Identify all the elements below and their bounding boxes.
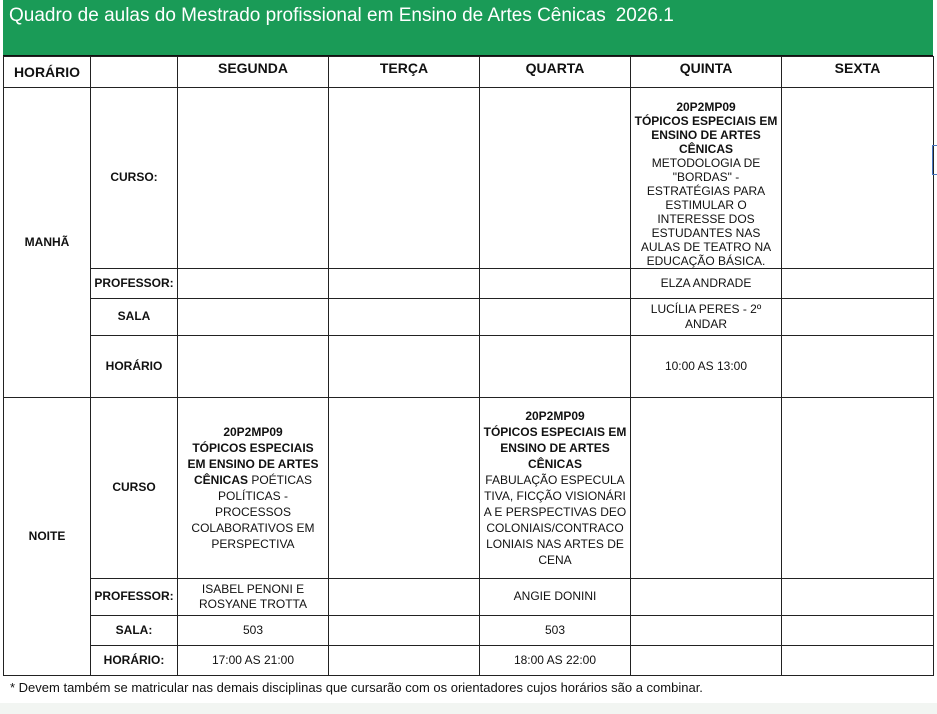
cell-noite-segunda-horario: 17:00 AS 21:00: [178, 646, 329, 676]
course-subtitle: METODOLOGIA DE "BORDAS" - ESTRATÉGIAS PARA ESTIMULAR O INTERESSE DOS ESTUDANTES NAS AULAS DE TEATRO NA EDUCAÇÃO BÁSICA.: [640, 156, 772, 268]
schedule-table: [3, 56, 934, 676]
table-row: [4, 269, 934, 299]
cell-empty: [329, 269, 480, 299]
course-subtitle: FABULAÇÃO ESPECULATIVA, FICÇÃO VISIONÁRIA E PERSPECTIVAS DEOCOLONIAIS/CONTRACOLONIAIS NAS ARTES DE CENA: [483, 473, 627, 567]
course-subtitle: POÉTICAS POLÍTICAS - PROCESSOS COLABORATIVOS EM PERSPECTIVA: [191, 473, 315, 551]
cell-manha-quinta-professor: ELZA ANDRADE: [631, 269, 782, 299]
row-label-horario: HORÁRIO:: [91, 646, 178, 676]
cell-manha-sexta-curso: [782, 88, 934, 269]
table-row: [4, 336, 934, 398]
cell-noite-segunda-professor: ISABEL PENONI E ROSYANE TROTTA: [178, 579, 329, 616]
table-row: [4, 616, 934, 646]
cell-empty: [782, 398, 934, 579]
header-row: [4, 57, 934, 88]
cell-empty: [178, 336, 329, 398]
row-label-curso: CURSO: [91, 398, 178, 579]
cell-empty: [782, 579, 934, 616]
row-label-sala: SALA:: [91, 616, 178, 646]
row-label-professor: PROFESSOR:: [91, 269, 178, 299]
row-label-professor: PROFESSOR:: [91, 579, 178, 616]
cell-noite-quarta-curso: [480, 398, 631, 579]
course-code: 20P2MP09: [223, 425, 283, 439]
course-code: 20P2MP09: [525, 409, 585, 423]
row-label-sala: SALA: [91, 299, 178, 336]
cell-empty: [782, 616, 934, 646]
term-label: 2026.1: [615, 5, 674, 26]
header-segunda: SEGUNDA: [178, 57, 329, 88]
cell-empty: [782, 269, 934, 299]
cell-empty: [329, 299, 480, 336]
header-terca: TERÇA: [329, 57, 480, 88]
cell-empty: [329, 646, 480, 676]
table-row: [4, 88, 934, 269]
cell-empty: [480, 269, 631, 299]
cell-empty: [178, 269, 329, 299]
course-title: TÓPICOS ESPECIAIS EM ENSINO DE ARTES CÊNICAS: [187, 441, 319, 487]
cell-manha-terca-curso: [329, 88, 480, 269]
header-sexta: SEXTA: [782, 57, 934, 88]
cell-empty: [178, 299, 329, 336]
cell-empty: [329, 616, 480, 646]
header-horario: HORÁRIO: [4, 57, 91, 88]
page-title-bar: [3, 0, 933, 56]
cell-noite-segunda-sala: 503: [178, 616, 329, 646]
table-row: [4, 299, 934, 336]
row-label-curso: CURSO:: [91, 88, 178, 269]
cell-empty: [480, 336, 631, 398]
header-quarta: QUARTA: [480, 57, 631, 88]
cell-manha-quinta-sala: LUCÍLIA PERES - 2º ANDAR: [631, 299, 782, 336]
course-code: 20P2MP09: [676, 100, 736, 114]
cell-manha-segunda-curso: [178, 88, 329, 269]
cell-manha-quarta-curso: [480, 88, 631, 269]
cell-empty: [631, 646, 782, 676]
period-noite: NOITE: [4, 398, 91, 676]
page-title: Quadro de aulas do Mestrado profissional em Ensino de Artes Cênicas: [9, 5, 606, 26]
cell-empty: [782, 646, 934, 676]
cell-empty: [782, 299, 934, 336]
course-title: TÓPICOS ESPECIAIS EM ENSINO DE ARTES CÊNICAS: [634, 114, 778, 156]
cell-noite-quarta-professor: ANGIE DONINI: [480, 579, 631, 616]
cell-noite-segunda-curso: [178, 398, 329, 579]
cell-empty: [329, 336, 480, 398]
selection-edge-marker: [932, 145, 937, 175]
period-manha: MANHÃ: [4, 88, 91, 398]
header-quinta: QUINTA: [631, 57, 782, 88]
cell-empty: [631, 579, 782, 616]
header-empty: [91, 57, 178, 88]
cell-noite-quarta-horario: 18:00 AS 22:00: [480, 646, 631, 676]
cell-manha-quinta-horario: 10:00 AS 13:00: [631, 336, 782, 398]
course-title: TÓPICOS ESPECIAIS EM ENSINO DE ARTES CÊNICAS: [483, 425, 627, 471]
table-row: [4, 579, 934, 616]
bottom-strip: [0, 703, 937, 714]
footnote: * Devem também se matricular nas demais disciplinas que cursarão com os orientadores cujos horários são a combinar.: [10, 680, 703, 695]
cell-empty: [329, 398, 480, 579]
cell-empty: [631, 398, 782, 579]
cell-manha-quinta-curso: [631, 88, 782, 269]
table-row: [4, 398, 934, 579]
cell-noite-quarta-sala: 503: [480, 616, 631, 646]
cell-empty: [480, 299, 631, 336]
cell-empty: [631, 616, 782, 646]
cell-empty: [329, 579, 480, 616]
row-label-horario: HORÁRIO: [91, 336, 178, 398]
table-row: [4, 646, 934, 676]
cell-empty: [782, 336, 934, 398]
